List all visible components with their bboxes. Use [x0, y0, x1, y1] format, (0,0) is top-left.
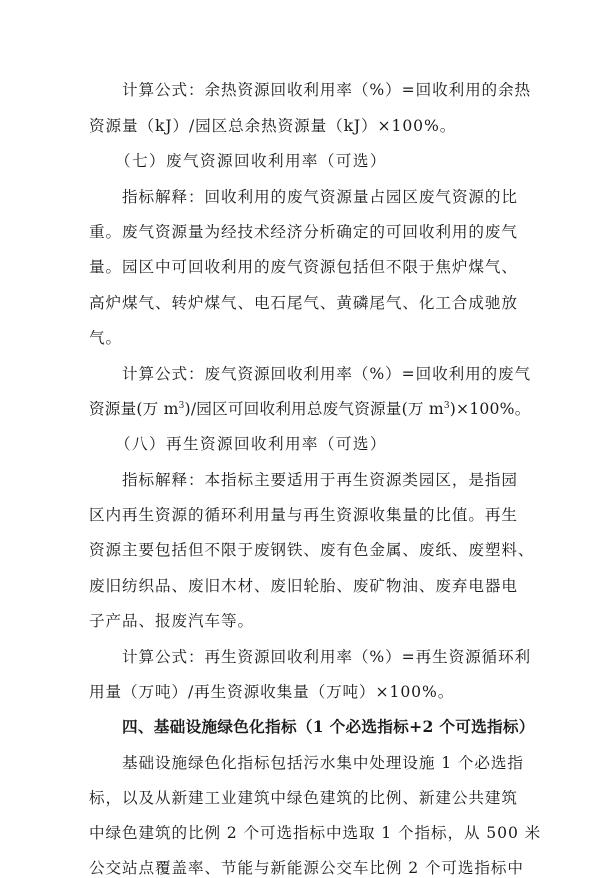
formula-line: 计算公式：余热资源回收利用率（%）=回收利用的余热: [122, 81, 532, 99]
explanation-line: 重。废气资源量为经技术经济分析确定的可回收利用的废气: [89, 223, 518, 241]
explanation-line: 子产品、报废汽车等。: [89, 612, 254, 630]
explanation-line: 高炉煤气、转炉煤气、电石尾气、黄磷尾气、化工合成驰放: [89, 294, 518, 312]
subheading: （七）废气资源回收利用率（可选）: [115, 152, 387, 170]
body-line: 标，以及从新建工业建筑中绿色建筑的比例、新建公共建筑: [89, 789, 518, 807]
explanation-line: 量。园区中可回收利用的废气资源包括但不限于焦炉煤气、: [89, 258, 518, 276]
body-line: 中绿色建筑的比例 2 个可选指标中选取 1 个指标，从 500 米: [89, 824, 542, 842]
explanation-line: 资源主要包括但不限于废钢铁、废有色金属、废纸、废塑料、: [89, 541, 535, 559]
formula-line: 用量（万吨）/再生资源收集量（万吨）×100%。: [89, 683, 455, 701]
superscript: 3: [178, 400, 185, 411]
explanation-line: 区内再生资源的循环利用量与再生资源收集量的比值。再生: [89, 506, 518, 524]
formula-line: [89, 399, 531, 419]
formula-text: )×100%。: [449, 400, 531, 418]
body-line: 公交站点覆盖率、节能与新能源公交车比例 2 个可选指标中: [89, 859, 524, 877]
section-heading: 四、基础设施绿色化指标（1 个必选指标+2 个可选指标）: [122, 717, 535, 736]
explanation-line: 气。: [89, 329, 122, 347]
formula-line: 资源量（kJ）/园区总余热资源量（kJ）×100%。: [89, 117, 457, 135]
body-line: 基础设施绿色化指标包括污水集中处理设施 1 个必选指: [122, 754, 524, 772]
subheading: （八）再生资源回收利用率（可选）: [115, 435, 387, 453]
formula-text: )/园区可回收利用总废气资源量(万 m: [184, 400, 444, 418]
formula-line: 计算公式：废气资源回收利用率（%）=回收利用的废气: [122, 365, 532, 383]
superscript: 3: [443, 400, 450, 411]
explanation-line: 指标解释：本指标主要适用于再生资源类园区，是指园: [122, 471, 518, 489]
explanation-line: 指标解释：回收利用的废气资源量占园区废气资源的比: [122, 188, 518, 206]
explanation-line: 废旧纺织品、废旧木材、废旧轮胎、废矿物油、废弃电器电: [89, 577, 518, 595]
formula-text: 资源量(万 m: [89, 400, 179, 418]
formula-line: 计算公式：再生资源回收利用率（%）=再生资源循环利: [122, 648, 532, 666]
